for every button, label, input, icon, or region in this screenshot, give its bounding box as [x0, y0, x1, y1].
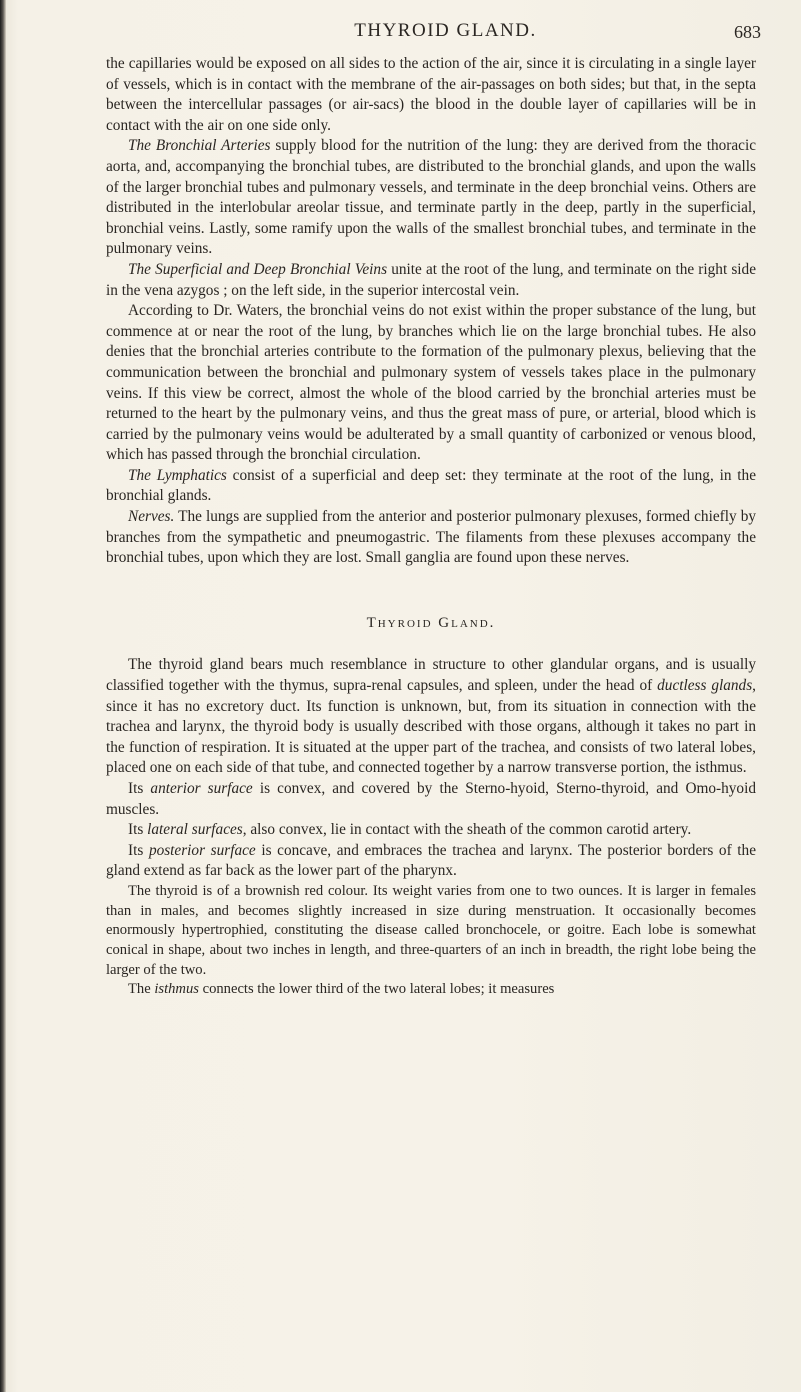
- paragraph-lateral-surfaces: Its lateral surfaces, also convex, lie in contact with the sheath of the common carotid artery.: [128, 821, 692, 839]
- paragraph-bronchial-arteries: The Bronchial Arteries supply blood for the nutrition of the lung: they are derived from the thoracic aorta, and, accompanying the bronchial tubes, are distributed to the bronchial glands, and upon the walls of the larger bronchial tubes and pulmonary vessels, and terminate in the deep bronchial veins. Others are distributed in the interlobular areolar tissue, and terminate partly in the deep, partly in the superficial, bronchial veins. Lastly, some ramify upon the walls of the smallest bronchial tubes, and terminate in the pulmonary veins.: [106, 137, 757, 258]
- term-lymphatics: The Lymphatics: [128, 466, 227, 484]
- running-title: THYROID GLAND.: [354, 20, 537, 41]
- paragraph-waters: According to Dr. Waters, the bronchial veins do not exist within the proper substance of the lung, but commence at or near the root of the lung, by branches which lie on the large bronchial tubes. He also denies that the bronchial arteries contribute to the formation of the pulmonary plexus, believing that the communication between the bronchial and pulmonary system of vessels takes place in the pulmonary veins. If this view be correct, almost the whole of the blood carried by the bronchial arteries must be returned to the heart by the pulmonary veins, and thus the great mass of pure, or arterial, blood which is carried by the pulmonary veins would be adulterated by a small quantity of carbonized or venous blood, which has passed through the bronchial circulation.: [106, 302, 756, 464]
- term-anterior-surface: anterior surface: [150, 780, 253, 797]
- term-isthmus: isthmus: [154, 981, 199, 998]
- term-posterior-surface: posterior surface: [148, 841, 256, 859]
- paragraph-colour-weight: The thyroid is of a brownish red colour. Its weight varies from one to two ounces. It is larger in females than in males, and becomes slightly increased in size during menstruation. It occasionally becomes enormously hypertrophied, constituting the disease called bronchocele, or goitre. Each lobe is somewhat conical in shape, about two inches in length, and three-quarters of an inch in breadth, the right lobe being the larger of the two.: [106, 882, 756, 978]
- term-nerves: Nerves.: [128, 508, 175, 526]
- paragraph-isthmus: The isthmus connects the lower third of the two lateral lobes; it measures: [128, 981, 555, 998]
- section-heading: Thyroid Gland.: [366, 614, 496, 631]
- page-header: [90, 10, 761, 50]
- term-ductless-glands: ductless glands: [657, 677, 753, 695]
- paragraph-nerves: Nerves. The lungs are supplied from the anterior and posterior pulmonary plexuses, formed chiefly by branches from the sympathetic and pneumogastric. The filaments from these plexuses accompany the bronchial tubes, upon which they are lost. Small ganglia are found upon these nerves.: [106, 508, 756, 567]
- page-number: 683: [734, 22, 761, 42]
- term-bronchial-veins: The Superficial and Deep Bronchial Veins: [128, 260, 388, 278]
- term-lateral-surfaces: lateral surfaces: [147, 821, 243, 839]
- paragraph-bronchial-veins: The Superficial and Deep Bronchial Veins unite at the root of the lung, and terminate on the right side in the vena azygos ; on the left side, in the superior intercostal vein.: [106, 260, 756, 299]
- term-bronchial-arteries: The Bronchial Arteries: [128, 137, 271, 155]
- binding-edge: [0, 0, 6, 1392]
- paragraph-thyroid-intro: The thyroid gland bears much resemblance in structure to other glandular organs, and is usually classified together with the thymus, supra-renal capsules, and spleen, under the head of ductless glands, since it has no excretory duct. Its function is unknown, but, from its situation in connection with the trachea and larynx, the thyroid body is usually described with those organs, although it takes no part in the function of respiration. It is situated at the upper part of the trachea, and consists of two lateral lobes, placed one on each side of that tube, and connected together by a narrow transverse portion, the isthmus.: [106, 656, 756, 777]
- paragraph-posterior-surface: Its posterior surface is concave, and embraces the trachea and larynx. The posterior borders of the gland extend as far back as the lower part of the pharynx.: [106, 841, 756, 880]
- paragraph-capillaries: the capillaries would be exposed on all sides to the action of the air, since it is circulating in a single layer of vessels, which is in contact with the membrane of the air-passages on both sides; but that, in the septa between the intercellular passages (or air-sacs) the blood in the double layer of capillaries will be in contact with the air on one side only.: [106, 55, 756, 134]
- paragraph-anterior-surface: Its anterior surface is convex, and covered by the Sterno-hyoid, Sterno-thyroid, and Omo-hyoid muscles.: [106, 780, 756, 818]
- body-text: [106, 54, 756, 1000]
- paragraph-lymphatics: The Lymphatics consist of a superficial and deep set: they terminate at the root of the lung, in the bronchial glands.: [106, 466, 756, 505]
